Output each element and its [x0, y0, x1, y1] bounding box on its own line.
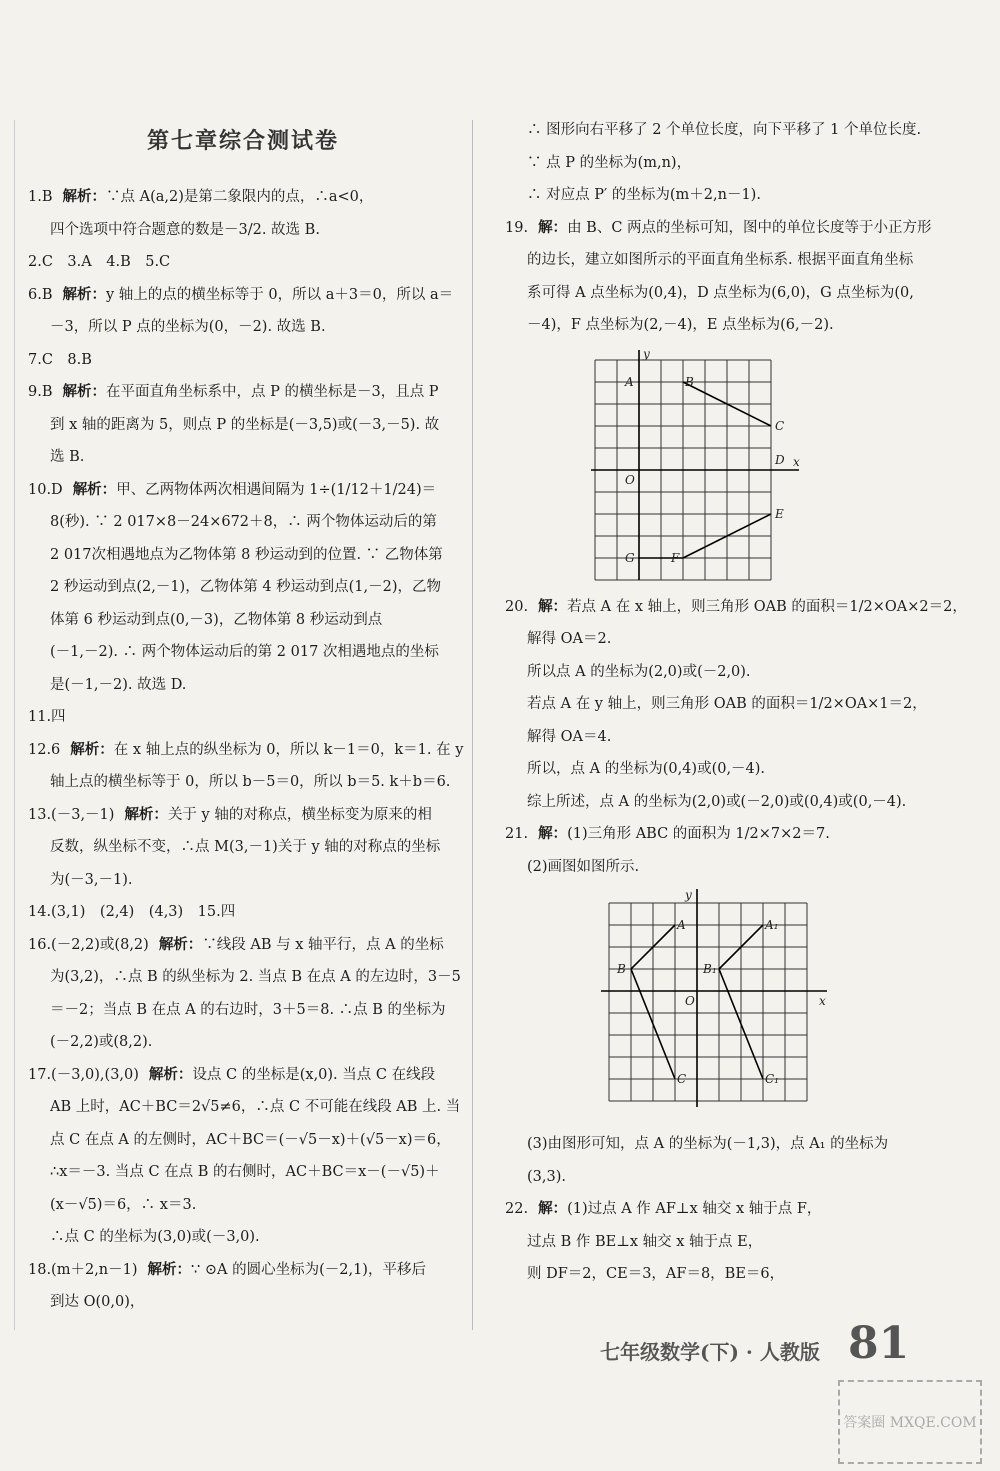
answer-line: [28, 604, 458, 637]
point-D-label: D: [775, 452, 785, 467]
answer-line: [505, 818, 975, 851]
left-column: [28, 110, 464, 1319]
line-text: (3)由图形可知，点 A 的坐标为(－1,3)，点 A₁ 的坐标为: [527, 1136, 889, 1152]
line-text: 过点 B 作 BE⊥x 轴交 x 轴于点 E，: [527, 1233, 763, 1250]
analysis-tag: 解析：: [62, 188, 106, 205]
point-C1-label: C₁: [765, 1072, 779, 1086]
figure-21-grid: [595, 887, 835, 1122]
answer-line: [28, 994, 458, 1027]
line-text: ∴点 C 的坐标为(3,0)或(－3,0).: [50, 1229, 260, 1245]
answer-line: [28, 1026, 458, 1059]
point-C-label: C: [775, 418, 785, 433]
answer-line: [505, 851, 975, 884]
answer-line: [505, 309, 975, 342]
point-B1-label: B₁: [703, 962, 717, 976]
question-number: 22.: [505, 1201, 529, 1217]
answer-line: [28, 929, 458, 962]
answer-line: [505, 1258, 975, 1291]
left-answers: [28, 181, 464, 1319]
line-text: 轴上点的横坐标等于 0，所以 b－5＝0，所以 b＝5. k＋b＝6.: [50, 774, 451, 790]
answer-line: [28, 181, 458, 214]
answer-line: [505, 721, 975, 754]
answer-line: [505, 1128, 975, 1161]
answer-line: [28, 961, 461, 994]
answer-line: [28, 1286, 458, 1319]
line-text: 点 C 在点 A 的左侧时，AC＋BC＝(－√5－x)＋(√5－x)＝6，: [50, 1131, 451, 1148]
line-text: 2 017次相遇地点为乙物体第 8 秒运动到的位置. ∵ 乙物体第: [50, 546, 443, 563]
analysis-tag: 解析：: [147, 1260, 192, 1278]
line-text: ∴ 图形向右平移了 2 个单位长度，向下平移了 1 个单位长度.: [527, 122, 922, 138]
answer-line: [28, 1254, 458, 1287]
line-text: ＝－2；当点 B 在点 A 的右边时，3＋5＝8. ∴点 B 的坐标为: [50, 1001, 446, 1018]
answer-line: [505, 753, 975, 786]
line-text: 四个选项中符合题意的数是－3/2. 故选 B.: [50, 221, 320, 238]
line-text: 11.四: [28, 709, 66, 725]
question-number: 13.(－3,－1): [28, 806, 115, 823]
line-text: ∵点 A(a,2)是第二象限内的点，∴a<0，: [106, 189, 374, 205]
answer-line: [28, 344, 458, 377]
origin-label: O: [685, 994, 695, 1008]
question-number: 6.B: [28, 286, 53, 303]
answer-line: [28, 441, 458, 474]
answer-line: [505, 786, 975, 819]
question-number: 20.: [505, 598, 529, 615]
y-axis-label: y: [643, 347, 650, 361]
question-number: 18.(m＋2,n－1): [28, 1261, 138, 1278]
point-F-label: F: [671, 550, 680, 565]
x-axis-label: x: [793, 454, 800, 469]
analysis-tag: 解析：: [62, 285, 106, 303]
line-text: (x－√5)＝6，∴ x＝3.: [50, 1196, 197, 1213]
line-text: 体第 6 秒运动到点(0,－3)，乙物体第 8 秒运动到点: [50, 611, 383, 628]
line-text: 到达 O(0,0)，: [50, 1294, 145, 1310]
line-text: AB 上时，AC＋BC＝2√5≠6，∴点 C 不可能在线段 AB 上. 当: [50, 1099, 461, 1115]
line-text: ∵ ⊙A 的圆心坐标为(－2,1)，平移后: [191, 1261, 426, 1278]
line-text: ∴x＝－3. 当点 C 在点 B 的右侧时，AC＋BC＝x－(－√5)＋: [50, 1164, 440, 1180]
line-text: (3,3).: [527, 1168, 566, 1185]
line-text: 在 x 轴上点的纵坐标为 0，所以 k－1＝0，k＝1. 在 y: [113, 741, 464, 758]
line-text: 所以点 A 的坐标为(2,0)或(－2,0).: [527, 663, 751, 680]
page-title: 第七章综合测试卷: [146, 128, 339, 154]
line-text: ∵线段 AB 与 x 轴平行，点 A 的坐标: [202, 936, 444, 953]
point-B-label: B: [685, 374, 694, 389]
page-number: 81: [848, 1318, 910, 1369]
question-number: 16.(－2,2)或(8,2): [28, 936, 149, 953]
answer-line: [28, 1221, 458, 1254]
answer-line: [28, 766, 458, 799]
analysis-tag: 解：: [538, 825, 568, 842]
answer-line: [505, 1193, 975, 1226]
answer-line: [505, 656, 975, 689]
point-A1-label: A₁: [765, 918, 779, 932]
line-text: 2.C 3.A 4.B 5.C: [28, 254, 171, 270]
line-text: y 轴上的点的横坐标等于 0，所以 a＋3＝0，所以 a＝: [106, 286, 454, 303]
question-number: 19.: [505, 219, 529, 236]
answer-line: [28, 506, 458, 539]
answer-line: [505, 688, 975, 721]
right-answers-bottom: [505, 1128, 975, 1291]
line-text: 若点 A 在 y 轴上，则三角形 OAB 的面积＝1/2×OA×1＝2，: [527, 696, 927, 712]
line-text: 设点 C 的坐标是(x,0). 当点 C 在线段: [192, 1066, 436, 1083]
analysis-tag: 解析：: [62, 383, 106, 400]
left-margin-rule: [14, 120, 15, 1330]
answer-line: [505, 244, 975, 277]
line-text: ∴ 对应点 P′ 的坐标为(m＋2,n－1).: [527, 187, 761, 203]
question-number: 1.B: [28, 189, 53, 205]
answer-line: [28, 669, 458, 702]
line-text: 关于 y 轴的对称点，横坐标变为原来的相: [167, 806, 432, 823]
line-text: －3，所以 P 点的坐标为(0，－2). 故选 B.: [50, 319, 326, 335]
line-text: 是(－1,－2). 故选 D.: [50, 676, 187, 693]
line-text: 甲、乙两物体两次相遇间隔为 1÷(1/12＋1/24)＝: [116, 481, 437, 498]
line-text: (－2,2)或(8,2).: [50, 1034, 153, 1050]
analysis-tag: 解析：: [148, 1065, 193, 1083]
line-text: 综上所述，点 A 的坐标为(2,0)或(－2,0)或(0,4)或(0,－4).: [527, 793, 907, 810]
point-A-label: A: [625, 374, 634, 389]
answer-line: [28, 246, 458, 279]
figure-19: [591, 348, 831, 583]
origin-label: O: [625, 472, 635, 487]
line-text: 8(秒). ∵ 2 017×8－24×672＋8，∴ 两个物体运动后的第: [50, 514, 437, 530]
line-text: 系可得 A 点坐标为(0,4)，D 点坐标为(6,0)，G 点坐标为(0,: [527, 284, 914, 301]
analysis-tag: 解：: [538, 597, 568, 615]
answer-line: [505, 591, 975, 624]
answer-line: [28, 474, 458, 507]
answer-line: [28, 539, 458, 572]
question-number: 17.(－3,0),(3,0): [28, 1066, 139, 1083]
right-answers-mid: [505, 591, 975, 884]
question-number: 21.: [505, 826, 529, 842]
point-E-label: E: [775, 506, 784, 521]
question-number: 10.D: [28, 481, 63, 498]
figure-21: [595, 887, 835, 1122]
right-answers-top: [505, 114, 975, 342]
answer-line: [28, 734, 464, 767]
answer-line: [28, 896, 458, 929]
answer-line: [28, 376, 458, 409]
question-number: 12.6: [28, 741, 61, 758]
analysis-tag: 解析：: [124, 805, 168, 823]
answer-line: [28, 1156, 458, 1189]
point-G-label: G: [625, 550, 635, 565]
line-text: 为(－3,－1).: [50, 871, 133, 888]
answer-line: [28, 571, 458, 604]
line-text: (2)画图如图所示.: [527, 858, 640, 875]
analysis-tag: 解：: [538, 218, 568, 236]
answer-line: [28, 214, 458, 247]
answer-line: [28, 409, 458, 442]
line-text: 所以，点 A 的坐标为(0,4)或(0,－4).: [527, 761, 766, 777]
answer-line: [28, 799, 458, 832]
y-axis-label: y: [685, 888, 692, 902]
point-C-label: C: [677, 1072, 687, 1086]
figure-19-grid: [591, 348, 831, 583]
answer-line: [505, 147, 975, 180]
line-text: －4)，F 点坐标为(2,－4)，E 点坐标为(6,－2).: [527, 317, 834, 333]
line-text: 在平面直角坐标系中，点 P 的横坐标是－3，且点 P: [106, 384, 439, 400]
column-divider: [472, 120, 473, 1330]
line-text: 到 x 轴的距离为 5，则点 P 的坐标是(－3,5)或(－3,－5). 故: [50, 416, 440, 433]
line-text: 选 B.: [50, 449, 85, 465]
answer-line: [505, 114, 975, 147]
x-axis-label: x: [819, 994, 826, 1008]
analysis-tag: 解析：: [70, 740, 114, 758]
answer-line: [28, 1189, 458, 1222]
answer-line: [505, 212, 975, 245]
line-text: 解得 OA＝4.: [527, 728, 612, 745]
line-text: (1)三角形 ABC 的面积为 1/2×7×2＝7.: [567, 826, 830, 842]
answer-line: [28, 1091, 461, 1124]
line-text: 14.(3,1) (2,4) (4,3) 15.四: [28, 904, 236, 920]
point-A-label: A: [677, 918, 686, 932]
watermark-placeholder: 答案圈 MXQE.COM: [838, 1380, 982, 1464]
analysis-tag: 解析：: [158, 935, 203, 953]
line-text: 为(3,2)，∴点 B 的纵坐标为 2. 当点 B 在点 A 的左边时，3－5: [50, 969, 461, 985]
line-text: 反数，纵坐标不变，∴点 M(3,－1)关于 y 轴的对称点的坐标: [50, 839, 441, 855]
answer-line: [28, 1124, 458, 1157]
answer-line: [505, 623, 975, 656]
line-text: 2 秒运动到点(2,－1)，乙物体第 4 秒运动到点(1,－2)，乙物: [50, 579, 442, 595]
line-text: 则 DF＝2，CE＝3，AF＝8，BE＝6，: [527, 1266, 785, 1282]
answer-line: [505, 1226, 975, 1259]
point-B-label: B: [617, 962, 626, 976]
line-text: 7.C 8.B: [28, 351, 92, 368]
right-column: [505, 114, 975, 1291]
question-number: 9.B: [28, 384, 53, 400]
answer-line: [28, 636, 458, 669]
analysis-tag: 解：: [538, 1200, 568, 1217]
answer-line: [505, 1161, 975, 1194]
line-text: 的边长，建立如图所示的平面直角坐标系. 根据平面直角坐标: [527, 252, 914, 268]
answer-line: [28, 831, 458, 864]
answer-line: [28, 701, 458, 734]
line-text: 由 B、C 两点的坐标可知，图中的单位长度等于小正方形: [567, 219, 932, 236]
answer-line: [28, 279, 458, 312]
line-text: 若点 A 在 x 轴上，则三角形 OAB 的面积＝1/2×OA×2＝2，: [567, 598, 967, 615]
answer-line: [505, 179, 975, 212]
analysis-tag: 解析：: [72, 480, 117, 498]
footer-book-title: 七年级数学(下) · 人教版: [600, 1340, 820, 1364]
answer-line: [28, 864, 458, 897]
answer-line: [28, 1059, 458, 1092]
answer-line: [505, 277, 975, 310]
line-text: (1)过点 A 作 AF⊥x 轴交 x 轴于点 F，: [567, 1201, 822, 1217]
answer-line: [28, 311, 458, 344]
line-text: (－1,－2). ∴ 两个物体运动后的第 2 017 次相遇地点的坐标: [50, 644, 439, 660]
line-text: 解得 OA＝2.: [527, 631, 612, 647]
line-text: ∵ 点 P 的坐标为(m,n)，: [527, 154, 692, 171]
